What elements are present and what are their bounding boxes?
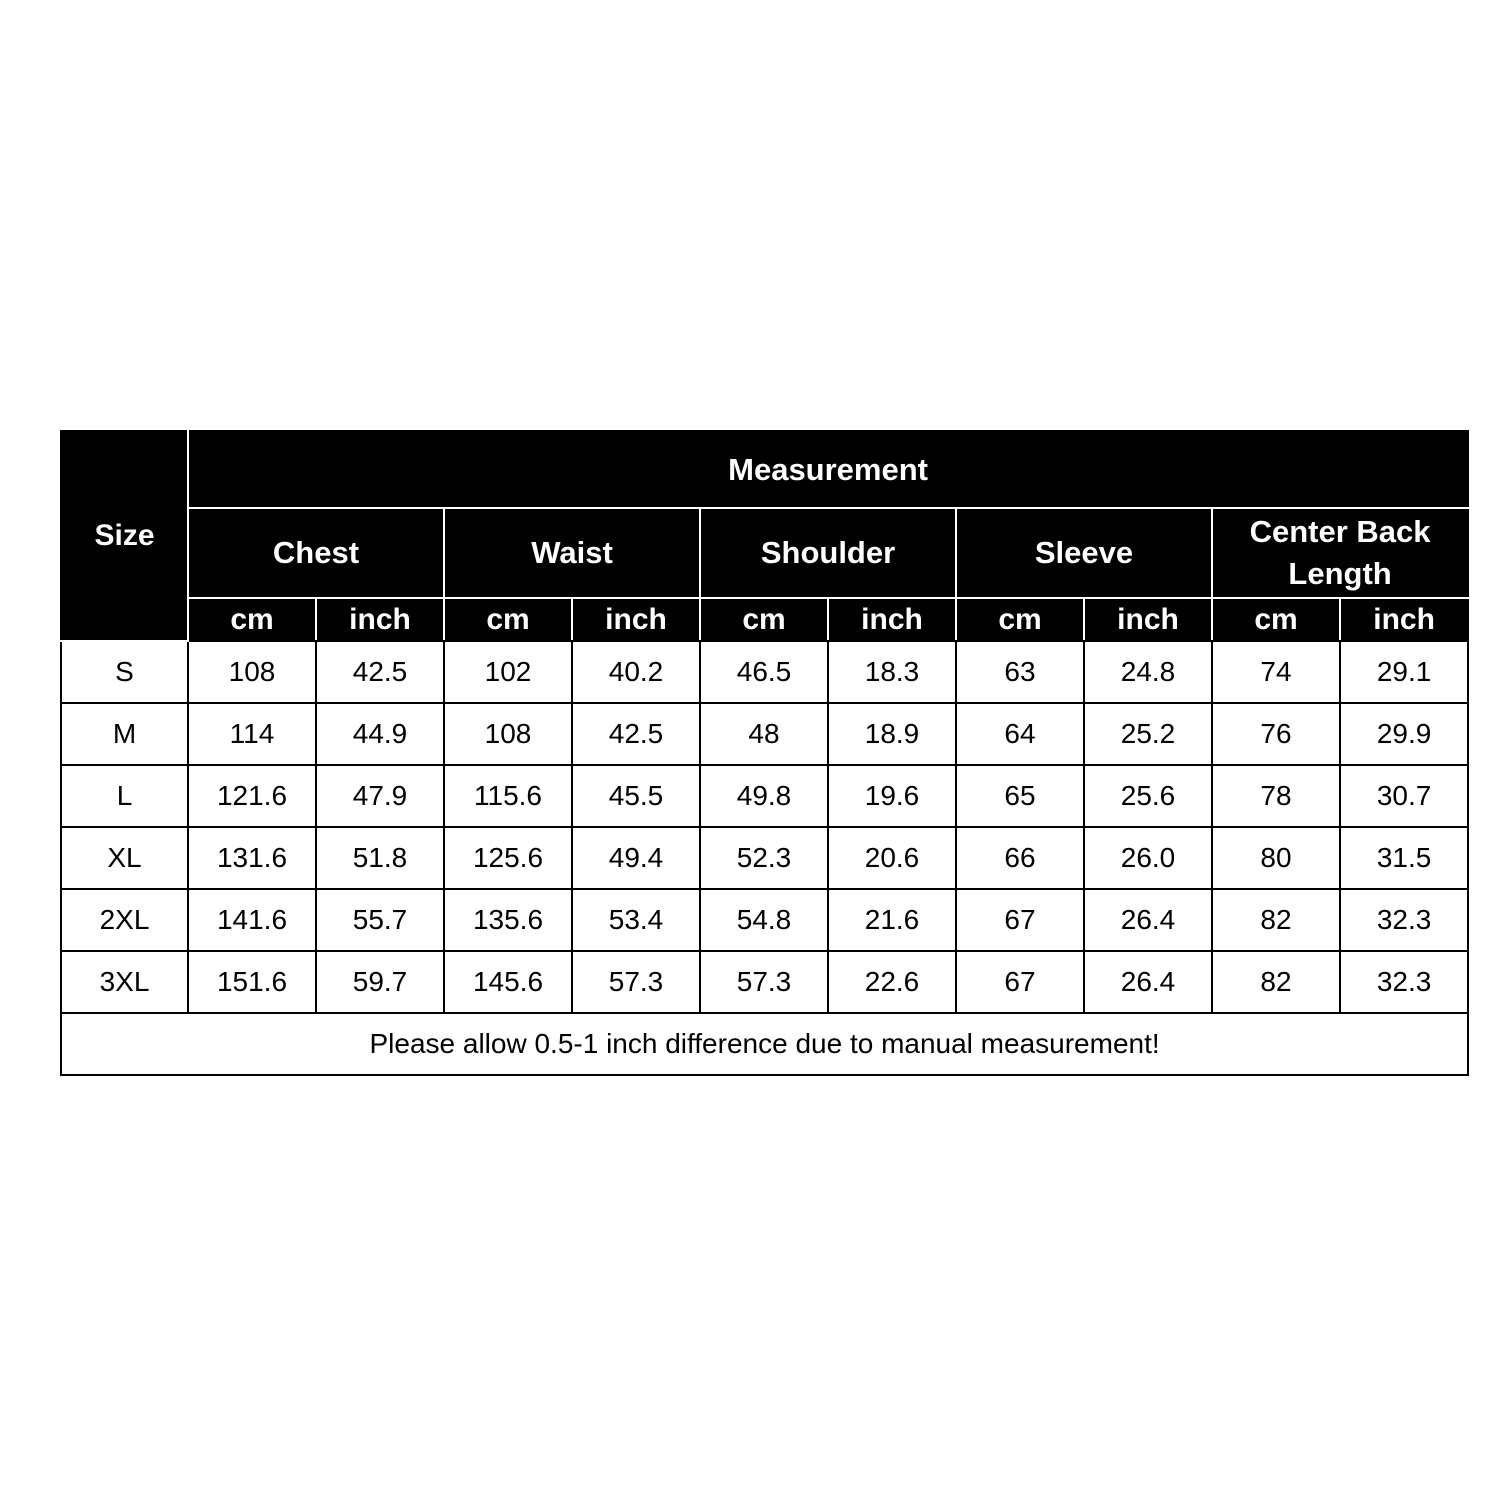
value-cell: 82 [1212, 889, 1340, 951]
value-cell: 42.5 [316, 641, 444, 703]
value-cell: 52.3 [700, 827, 828, 889]
value-cell: 25.6 [1084, 765, 1212, 827]
table-row [61, 889, 1468, 951]
table-row [61, 641, 1468, 703]
value-cell: 54.8 [700, 889, 828, 951]
value-cell: 135.6 [444, 889, 572, 951]
unit-header-inch: inch [572, 598, 700, 641]
table-row [61, 765, 1468, 827]
value-cell: 19.6 [828, 765, 956, 827]
value-cell: 80 [1212, 827, 1340, 889]
value-cell: 57.3 [572, 951, 700, 1013]
unit-header-inch: inch [828, 598, 956, 641]
value-cell: 46.5 [700, 641, 828, 703]
value-cell: 102 [444, 641, 572, 703]
value-cell: 55.7 [316, 889, 444, 951]
value-cell: 65 [956, 765, 1084, 827]
value-cell: 21.6 [828, 889, 956, 951]
value-cell: 59.7 [316, 951, 444, 1013]
value-cell: 114 [188, 703, 316, 765]
waist-header: Waist [444, 508, 700, 598]
size-rows [61, 641, 1468, 1013]
sleeve-header: Sleeve [956, 508, 1212, 598]
value-cell: 141.6 [188, 889, 316, 951]
value-cell: 108 [188, 641, 316, 703]
value-cell: 32.3 [1340, 951, 1468, 1013]
value-cell: 53.4 [572, 889, 700, 951]
value-cell: 30.7 [1340, 765, 1468, 827]
size-cell: S [61, 641, 188, 703]
unit-header-cm: cm [444, 598, 572, 641]
value-cell: 24.8 [1084, 641, 1212, 703]
size-header: Size [61, 431, 188, 641]
value-cell: 57.3 [700, 951, 828, 1013]
value-cell: 49.8 [700, 765, 828, 827]
unit-header-cm: cm [188, 598, 316, 641]
value-cell: 22.6 [828, 951, 956, 1013]
size-cell: M [61, 703, 188, 765]
table-row [61, 951, 1468, 1013]
value-cell: 47.9 [316, 765, 444, 827]
value-cell: 67 [956, 889, 1084, 951]
value-cell: 63 [956, 641, 1084, 703]
size-chart-table [60, 430, 1469, 1076]
measurement-header: Measurement [188, 431, 1468, 508]
size-cell: 3XL [61, 951, 188, 1013]
value-cell: 29.1 [1340, 641, 1468, 703]
size-cell: L [61, 765, 188, 827]
unit-header-inch: inch [1084, 598, 1212, 641]
value-cell: 115.6 [444, 765, 572, 827]
value-cell: 82 [1212, 951, 1340, 1013]
value-cell: 32.3 [1340, 889, 1468, 951]
size-cell: XL [61, 827, 188, 889]
value-cell: 125.6 [444, 827, 572, 889]
value-cell: 42.5 [572, 703, 700, 765]
unit-header-cm: cm [700, 598, 828, 641]
unit-header-cm: cm [1212, 598, 1340, 641]
center-back-length-header: Center Back Length [1212, 508, 1468, 598]
value-cell: 45.5 [572, 765, 700, 827]
value-cell: 44.9 [316, 703, 444, 765]
value-cell: 145.6 [444, 951, 572, 1013]
value-cell: 121.6 [188, 765, 316, 827]
value-cell: 18.9 [828, 703, 956, 765]
value-cell: 48 [700, 703, 828, 765]
table-row [61, 703, 1468, 765]
size-cell: 2XL [61, 889, 188, 951]
value-cell: 31.5 [1340, 827, 1468, 889]
value-cell: 26.4 [1084, 889, 1212, 951]
measurement-note: Please allow 0.5-1 inch difference due to manual measurement! [61, 1013, 1468, 1075]
table-row [61, 827, 1468, 889]
value-cell: 51.8 [316, 827, 444, 889]
value-cell: 25.2 [1084, 703, 1212, 765]
value-cell: 76 [1212, 703, 1340, 765]
unit-header-inch: inch [316, 598, 444, 641]
value-cell: 26.4 [1084, 951, 1212, 1013]
value-cell: 131.6 [188, 827, 316, 889]
value-cell: 26.0 [1084, 827, 1212, 889]
unit-header-inch: inch [1340, 598, 1468, 641]
chest-header: Chest [188, 508, 444, 598]
value-cell: 78 [1212, 765, 1340, 827]
value-cell: 66 [956, 827, 1084, 889]
value-cell: 74 [1212, 641, 1340, 703]
value-cell: 108 [444, 703, 572, 765]
value-cell: 20.6 [828, 827, 956, 889]
value-cell: 49.4 [572, 827, 700, 889]
value-cell: 29.9 [1340, 703, 1468, 765]
value-cell: 18.3 [828, 641, 956, 703]
value-cell: 40.2 [572, 641, 700, 703]
value-cell: 151.6 [188, 951, 316, 1013]
value-cell: 67 [956, 951, 1084, 1013]
unit-header-cm: cm [956, 598, 1084, 641]
value-cell: 64 [956, 703, 1084, 765]
shoulder-header: Shoulder [700, 508, 956, 598]
